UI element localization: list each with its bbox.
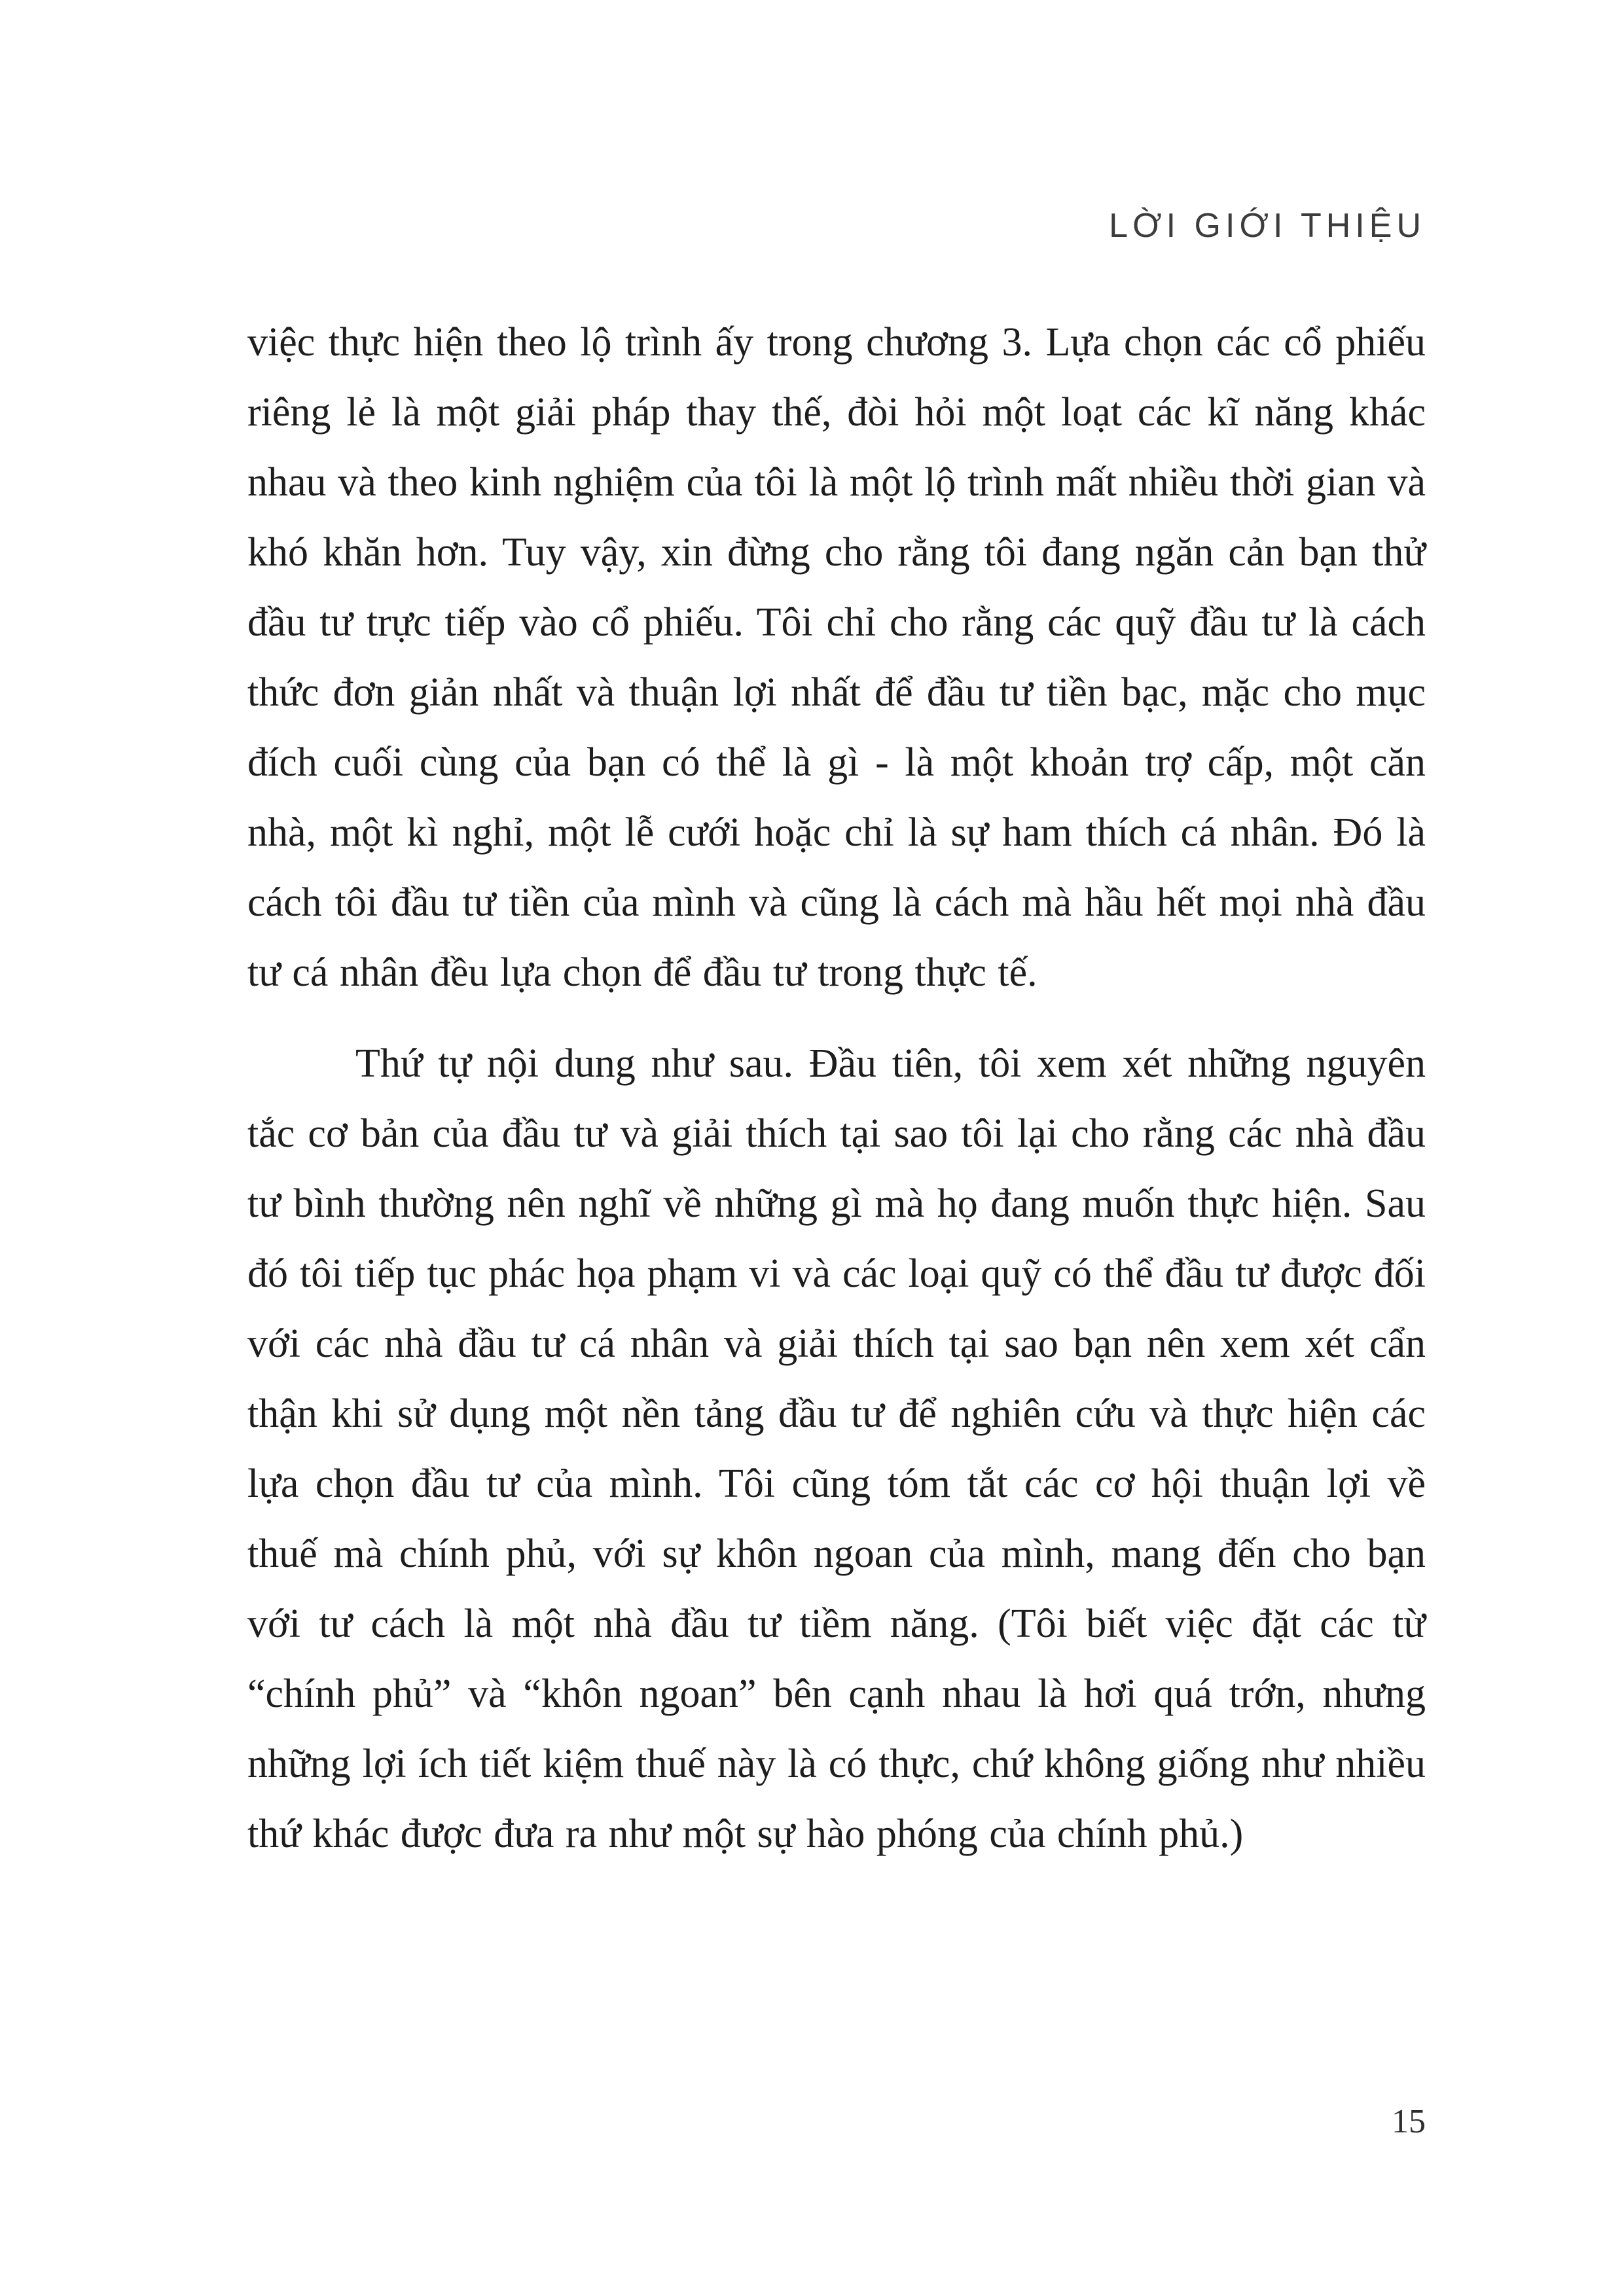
page-number: 15	[1392, 2103, 1426, 2140]
running-header: LỜI GIỚI THIỆU	[1109, 207, 1426, 245]
paragraph: Thứ tự nội dung như sau. Đầu tiên, tôi xem xét những nguyên tắc cơ bản của đầu tư và giải thích tại sao tôi lại cho rằng các nhà đầu tư bình thường nên nghĩ về những gì mà họ đang muốn thực hiện. Sau đó tôi tiếp tục phác họa phạm vi và các loại quỹ có thể đầu tư được đối với các nhà đầu tư cá nhân và giải thích tại sao bạn nên xem xét cẩn thận khi sử dụng một nền tảng đầu tư để nghiên cứu và thực hiện các lựa chọn đầu tư của mình. Tôi cũng tóm tắt các cơ hội thuận lợi về thuế mà chính phủ, với sự khôn ngoan của mình, mang đến cho bạn với tư cách là một nhà đầu tư tiềm năng. (Tôi biết việc đặt các từ “chính phủ” và “khôn ngoan” bên cạnh nhau là hơi quá trớn, nhưng những lợi ích tiết kiệm thuế này là có thực, chứ không giống như nhiều thứ khác được đưa ra như một sự hào phóng của chính phủ.)	[247, 1041, 1426, 1856]
paragraph-continued: việc thực hiện theo lộ trình ấy trong chương 3. Lựa chọn các cổ phiếu riêng lẻ là một giải pháp thay thế, đòi hỏi một loạt các kĩ năng khác nhau và theo kinh nghiệm của tôi là một lộ trình mất nhiều thời gian và khó khăn hơn. Tuy vậy, xin đừng cho rằng tôi đang ngăn cản bạn thử đầu tư trực tiếp vào cổ phiếu. Tôi chỉ cho rằng các quỹ đầu tư là cách thức đơn giản nhất và thuận lợi nhất để đầu tư tiền bạc, mặc cho mục đích cuối cùng của bạn có thể là gì - là một khoản trợ cấp, một căn nhà, một kì nghỉ, một lễ cưới hoặc chỉ là sự ham thích cá nhân. Đó là cách tôi đầu tư tiền của mình và cũng là cách mà hầu hết mọi nhà đầu tư cá nhân đều lựa chọn để đầu tư trong thực tế.	[247, 320, 1426, 995]
page-body	[247, 308, 1426, 1869]
